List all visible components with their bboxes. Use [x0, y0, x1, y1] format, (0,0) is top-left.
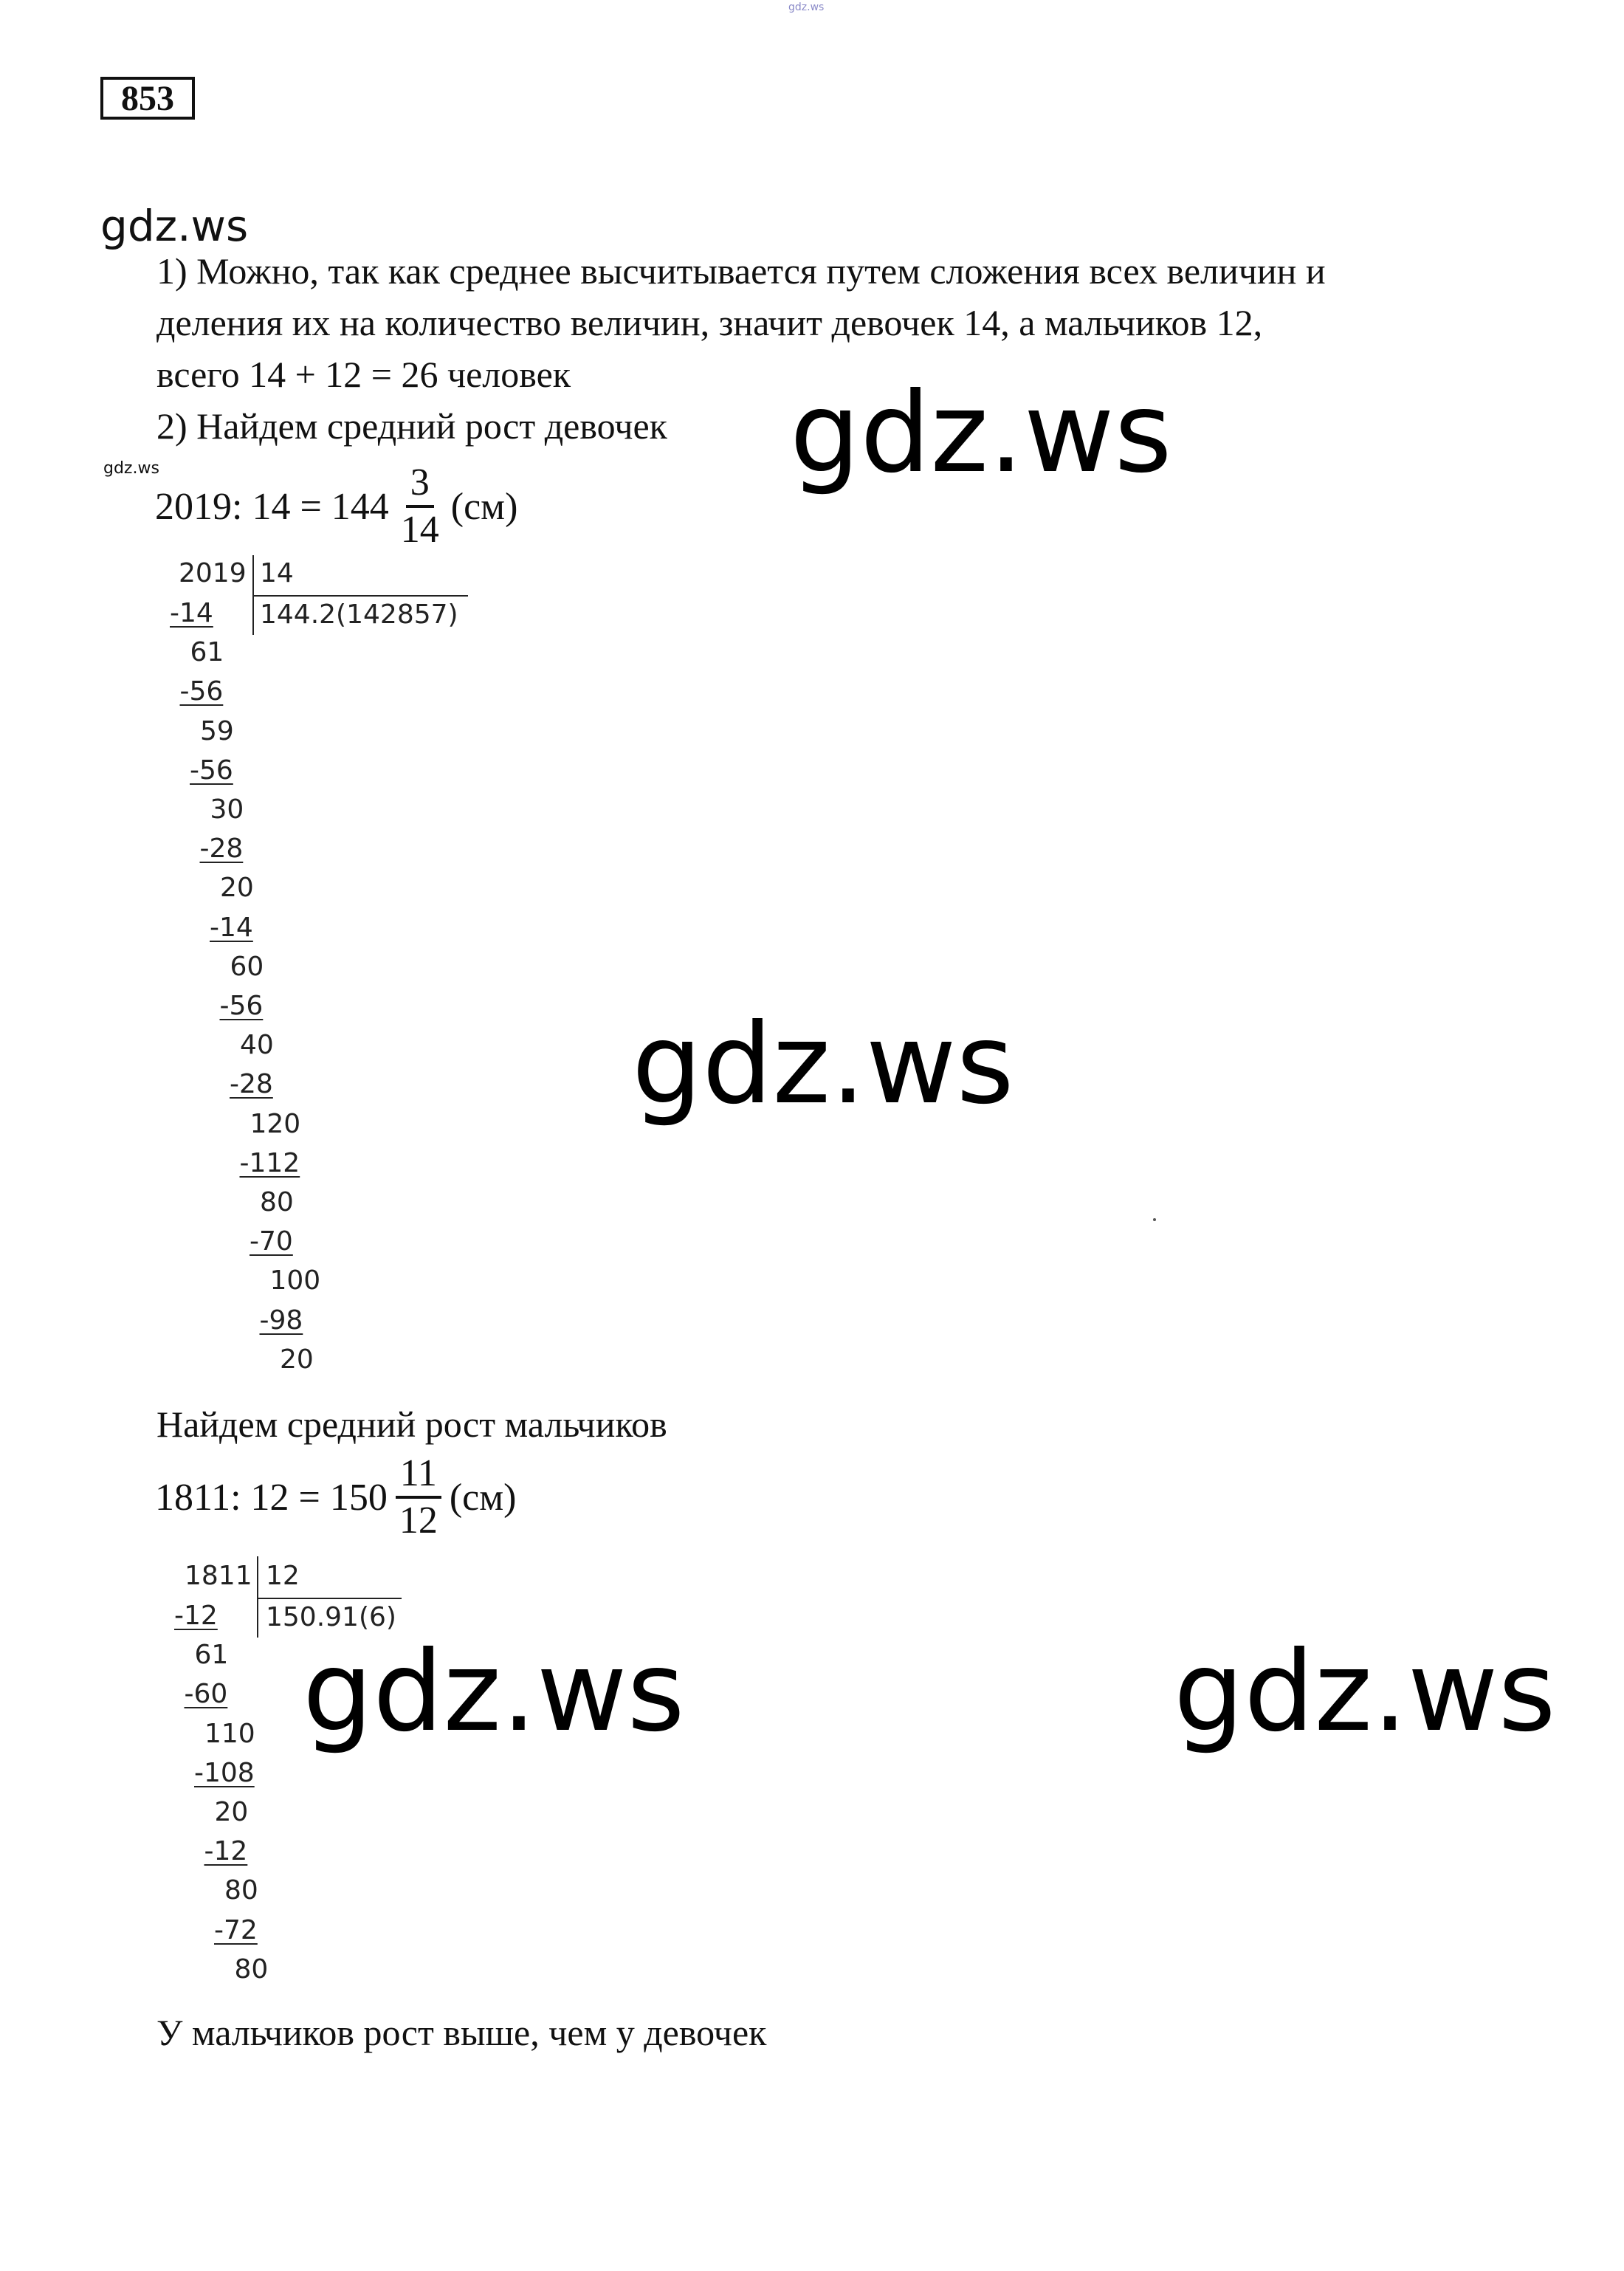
girls-step-subtrahend: -14	[210, 912, 253, 943]
boys-fraction-numerator: 11	[396, 1454, 441, 1499]
boys-division-vertical-line	[257, 1556, 258, 1638]
boys-step-subtrahend: -60	[184, 1679, 228, 1710]
boys-division-horizontal-line	[257, 1598, 402, 1599]
watermark-top: gdz.ws	[788, 1, 825, 13]
part1-line2: деления их на количество величин, значит девочек 14, а мальчиков 12,	[156, 302, 1263, 343]
girls-equation	[155, 461, 518, 551]
watermark-big-2: gdz.ws	[632, 1000, 1014, 1129]
boys-step-remainder: 20	[214, 1797, 249, 1827]
girls-step-subtrahend: -112	[239, 1147, 300, 1178]
boys-step-remainder: 80	[234, 1954, 269, 1985]
girls-division-horizontal-line	[252, 595, 468, 597]
part1-line3: всего 14 + 12 = 26 человек	[156, 354, 571, 395]
girls-step-remainder: 61	[190, 637, 224, 668]
girls-step-remainder: 30	[210, 794, 244, 825]
girls-step-remainder: 20	[280, 1344, 314, 1375]
part2-heading: 2) Найдем средний рост девочек	[156, 405, 667, 447]
boys-divisor: 12	[266, 1561, 300, 1591]
boys-dividend: 1811	[185, 1561, 252, 1591]
boys-equation	[155, 1454, 516, 1540]
watermark-big-1: gdz.ws	[790, 369, 1172, 498]
boys-equation-unit: (см)	[449, 1476, 517, 1519]
boys-equation-lhs: 1811: 12 = 150	[155, 1476, 388, 1519]
girls-step-subtrahend: -70	[250, 1226, 293, 1257]
boys-step-remainder: 61	[194, 1640, 229, 1671]
boys-heading: Найдем средний рост мальчиков	[156, 1404, 667, 1445]
boys-fraction	[395, 1454, 442, 1540]
part1-line1: 1) Можно, так как среднее высчитывается путем сложения всех величин и	[156, 250, 1326, 292]
girls-step-remainder: 120	[250, 1108, 301, 1139]
watermark-big-4: gdz.ws	[1174, 1628, 1556, 1756]
girls-step-remainder: 60	[230, 951, 264, 982]
boys-step-subtrahend: -72	[214, 1914, 258, 1945]
conclusion: У мальчиков рост выше, чем у девочек	[156, 2012, 767, 2053]
boys-step-subtrahend: -12	[204, 1836, 248, 1867]
girls-dividend: 2019	[179, 558, 247, 588]
boys-step-remainder: 110	[204, 1718, 255, 1749]
girls-step-subtrahend: -14	[170, 598, 213, 628]
watermark-big-3: gdz.ws	[303, 1628, 685, 1756]
girls-step-subtrahend: -28	[230, 1069, 273, 1100]
girls-step-subtrahend: -98	[259, 1305, 303, 1336]
girls-step-remainder: 20	[220, 873, 254, 904]
girls-step-subtrahend: -56	[190, 755, 233, 786]
girls-step-remainder: 100	[269, 1265, 321, 1296]
girls-fraction-denominator: 14	[400, 509, 439, 551]
stray-dot	[1153, 1218, 1156, 1221]
girls-fraction-numerator: 3	[406, 464, 434, 508]
girls-quotient: 144.2(142857)	[260, 599, 458, 630]
boys-step-remainder: 80	[224, 1875, 258, 1906]
boys-step-subtrahend: -12	[174, 1601, 218, 1631]
boys-step-subtrahend: -108	[194, 1757, 255, 1788]
watermark-tiny: gdz.ws	[103, 459, 159, 478]
boys-quotient: 150.91(6)	[266, 1602, 396, 1632]
girls-step-remainder: 80	[260, 1187, 294, 1217]
task-number: 853	[100, 77, 195, 120]
girls-step-remainder: 40	[240, 1030, 274, 1061]
girls-step-subtrahend: -56	[219, 991, 264, 1021]
watermark-label: gdz.ws	[100, 201, 249, 251]
girls-step-remainder: 59	[200, 715, 234, 746]
girls-equation-lhs: 2019: 14 = 144	[155, 485, 389, 528]
boys-fraction-denominator: 12	[399, 1499, 438, 1542]
girls-fraction	[396, 461, 444, 551]
girls-step-subtrahend: -28	[199, 834, 244, 865]
girls-equation-unit: (см)	[450, 485, 518, 528]
girls-step-subtrahend: -56	[179, 676, 224, 707]
girls-divisor: 14	[260, 558, 294, 588]
